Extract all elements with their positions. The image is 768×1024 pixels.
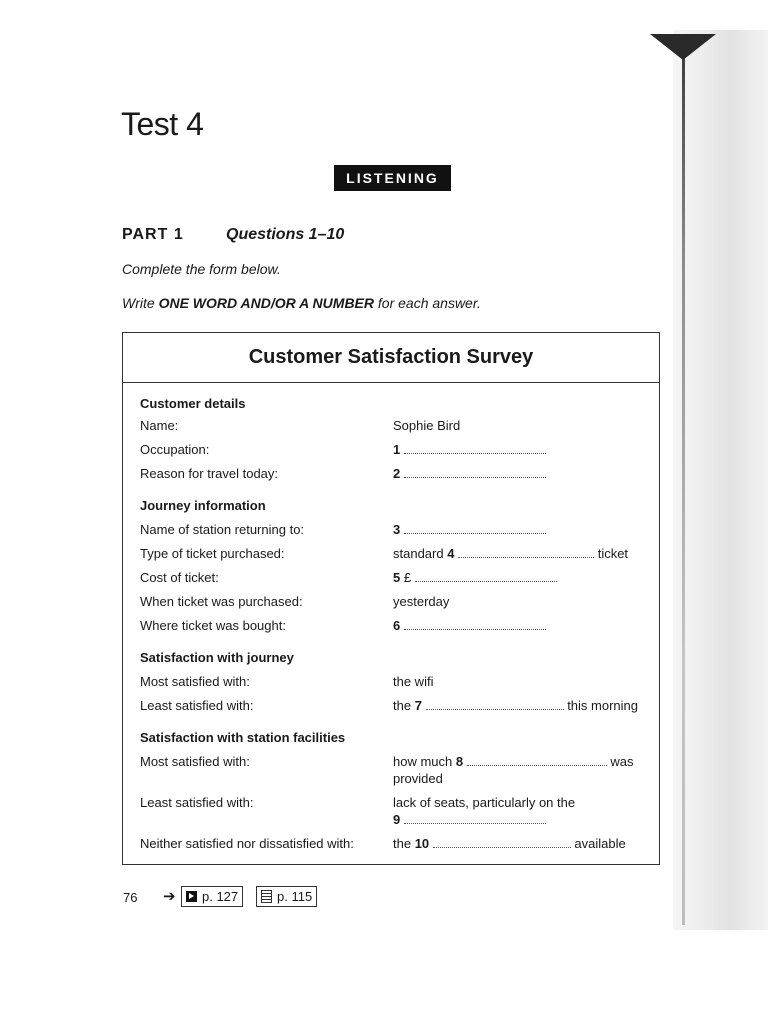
answer-blank-2[interactable]: [404, 467, 546, 478]
facilities-most-label: Most satisfied with:: [140, 754, 250, 769]
name-value: Sophie Bird: [393, 418, 461, 433]
page-number: 76: [123, 890, 138, 905]
question-number-7: 7: [414, 698, 422, 713]
section-customer-details: Customer details: [140, 396, 246, 411]
neither-answer[interactable]: [393, 836, 626, 852]
when-value: yesterday: [393, 594, 450, 609]
book-gutter-line: [682, 40, 685, 925]
neither-label: Neither satisfied nor dissatisfied with:: [140, 836, 354, 851]
question-number-3: 3: [393, 522, 401, 537]
neither-suffix: available: [574, 836, 626, 851]
question-number-9: 9: [393, 812, 401, 827]
where-answer[interactable]: [393, 618, 546, 634]
ticket-type-answer[interactable]: [393, 546, 628, 562]
answer-blank-8[interactable]: [467, 755, 607, 766]
answer-blank-4[interactable]: [458, 547, 594, 558]
neither-prefix: the: [393, 836, 412, 851]
question-number-2: 2: [393, 466, 401, 481]
ticket-type-prefix: standard: [393, 546, 444, 561]
station-label: Name of station returning to:: [140, 522, 305, 537]
where-label: Where ticket was bought:: [140, 618, 286, 633]
audio-play-icon: [186, 891, 197, 902]
section-satisfaction-facilities: Satisfaction with station facilities: [140, 730, 346, 745]
page-title: Test 4: [121, 106, 204, 142]
when-label: When ticket was purchased:: [140, 594, 303, 609]
journey-most-value: the wifi: [393, 674, 434, 689]
answer-blank-6[interactable]: [404, 619, 546, 630]
questions-label: Questions 1–10: [226, 226, 345, 243]
form-title: Customer Satisfaction Survey: [248, 346, 534, 368]
ticket-type-label: Type of ticket purchased:: [140, 546, 285, 561]
journey-least-suffix: this morning: [567, 698, 638, 713]
transcript-page-reference[interactable]: [256, 886, 317, 907]
section-journey-information: Journey information: [140, 498, 266, 513]
occupation-label: Occupation:: [140, 442, 210, 457]
instruction-complete: Complete the form below.: [122, 261, 281, 277]
reason-answer[interactable]: [393, 466, 546, 482]
transcript-book-icon: [261, 890, 272, 903]
currency-symbol: £: [403, 570, 412, 585]
instruction-emphasis: ONE WORD AND/OR A NUMBER: [158, 295, 374, 311]
answer-blank-9[interactable]: [404, 813, 546, 824]
instruction-suffix: for each answer.: [377, 295, 481, 311]
answer-blank-3[interactable]: [404, 523, 546, 534]
journey-most-label: Most satisfied with:: [140, 674, 250, 689]
cost-answer[interactable]: [393, 570, 557, 586]
facilities-least-label: Least satisfied with:: [140, 795, 254, 810]
journey-least-label: Least satisfied with:: [140, 698, 254, 713]
part-label: PART 1: [122, 226, 184, 243]
journey-least-prefix: the: [393, 698, 412, 713]
question-number-6: 6: [393, 618, 401, 633]
cost-label: Cost of ticket:: [140, 570, 219, 585]
book-spine-shadow: [673, 30, 768, 930]
question-number-5: 5: [393, 570, 401, 585]
question-number-4: 4: [447, 546, 455, 561]
form-title-rule: [122, 382, 660, 383]
answer-blank-1[interactable]: [404, 443, 546, 454]
transcript-page-ref-text: p. 115: [277, 889, 313, 904]
answer-blank-5[interactable]: [415, 571, 557, 582]
facilities-most-suffix: was: [610, 754, 634, 769]
name-label: Name:: [140, 418, 179, 433]
book-gutter-top: [650, 34, 716, 60]
facilities-most-answer[interactable]: [393, 754, 633, 770]
question-number-10: 10: [414, 836, 430, 851]
audio-page-ref-text: p. 127: [202, 889, 239, 904]
answer-blank-10[interactable]: [433, 837, 571, 848]
section-banner: LISTENING: [334, 165, 451, 191]
arrow-right-icon: ➔: [163, 888, 176, 905]
answer-blank-7[interactable]: [426, 699, 564, 710]
reason-label: Reason for travel today:: [140, 466, 279, 481]
question-number-8: 8: [455, 754, 464, 769]
station-answer[interactable]: [393, 522, 546, 538]
facilities-least-answer[interactable]: [393, 812, 546, 828]
journey-least-answer[interactable]: [393, 698, 638, 714]
instruction-write: [122, 295, 481, 311]
instruction-prefix: Write: [122, 295, 155, 311]
occupation-answer[interactable]: [393, 442, 546, 458]
section-satisfaction-journey: Satisfaction with journey: [140, 650, 294, 665]
ticket-type-suffix: ticket: [597, 546, 629, 561]
question-number-1: 1: [393, 442, 401, 457]
facilities-most-prefix: how much: [393, 754, 453, 769]
facilities-most-line2: provided: [393, 771, 443, 786]
facilities-least-value: lack of seats, particularly on the: [393, 795, 576, 810]
audio-page-reference[interactable]: [181, 886, 243, 907]
